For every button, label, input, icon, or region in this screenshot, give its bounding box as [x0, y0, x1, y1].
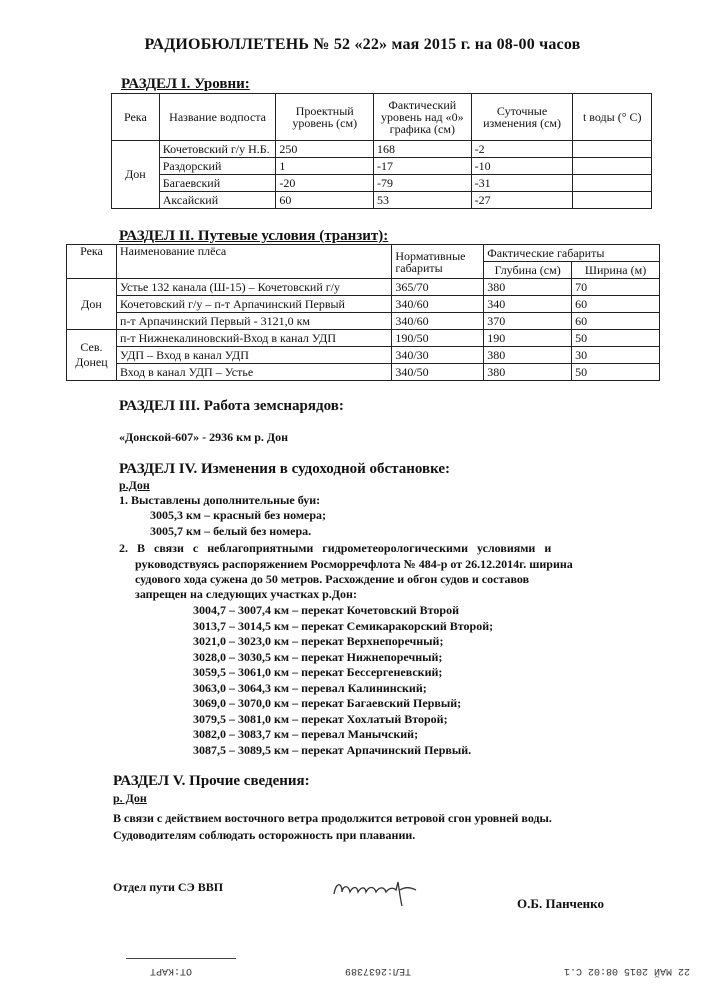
cell: [573, 175, 652, 192]
cell: 70: [572, 279, 660, 296]
levels-table: [111, 93, 652, 209]
cell: 60: [572, 313, 660, 330]
list-item: 3005,7 км – белый без номера.: [150, 523, 312, 538]
segments-list: [193, 603, 493, 758]
cell: -17: [374, 158, 472, 175]
cell: Аксайский: [159, 192, 276, 209]
col-river: Река: [67, 245, 117, 279]
fax-header: [150, 965, 690, 976]
cell: Кочетовский г/у – п-т Арпачинский Первый: [116, 296, 391, 313]
list-item: 3087,5 – 3089,5 км – перекат Арпачинский Первый.: [193, 742, 472, 757]
item-2-line-3: судового хода сужена до 50 метров. Расхождение и обгон судов и составов: [135, 572, 530, 586]
section-5-title: РАЗДЕЛ V. Прочие сведения:: [113, 773, 310, 789]
cell: УДП – Вход в канал УДП: [116, 347, 391, 364]
cell: [573, 158, 652, 175]
cell: 168: [374, 141, 472, 158]
col-width: Ширина (м): [572, 262, 660, 279]
fax-tel: ТЕЛ:2637389: [344, 965, 411, 976]
table-row: [67, 347, 660, 364]
cell: 53: [374, 192, 472, 209]
item-1: 1. Выставлены дополнительные буи:: [119, 493, 321, 507]
cell: 190/50: [392, 330, 484, 347]
cell: 50: [572, 330, 660, 347]
cell: 250: [276, 141, 374, 158]
col-reach-name: Наименование плёса: [116, 245, 391, 279]
section-2-title: РАЗДЕЛ II. Путевые условия (транзит):: [119, 228, 389, 244]
section-4-title: РАЗДЕЛ IV. Изменения в судоходной обстановке:: [119, 461, 451, 477]
buoy-list: [150, 508, 326, 539]
col-river: Река: [112, 94, 160, 141]
section-5-river: р. Дон: [113, 791, 147, 805]
table-row: [67, 279, 660, 296]
department: Отдел пути СЭ ВВП: [113, 880, 224, 894]
cell: -79: [374, 175, 472, 192]
cell: п-т Нижнекалиновский-Вход в канал УДП: [116, 330, 391, 347]
cell: 380: [484, 364, 572, 381]
cell: 50: [572, 364, 660, 381]
river-cell: Дон: [112, 141, 160, 209]
section-4-river: р.Дон: [119, 478, 150, 492]
divider: [126, 958, 236, 959]
section-3-title: РАЗДЕЛ III. Работа земснарядов:: [119, 398, 344, 414]
cell: 365/70: [392, 279, 484, 296]
table-row: [67, 313, 660, 330]
section-5-line-2: Судоводителям соблюдать осторожность при плавании.: [113, 828, 416, 842]
col-depth: Глубина (см): [484, 262, 572, 279]
list-item: 3028,0 – 3030,5 км – перекат Нижнепоречный;: [193, 649, 443, 664]
list-item: 3059,5 – 3061,0 км – перекат Бессергеневский;: [193, 665, 443, 679]
list-item: 3082,0 – 3083,7 км – перевал Манычский;: [193, 727, 419, 741]
cell: -10: [471, 158, 573, 175]
cell: 1: [276, 158, 374, 175]
routes-header-row: [67, 245, 660, 262]
table-row: [67, 364, 660, 381]
item-2-line-1: 2. В связи с неблагоприятными гидрометеорологическими условиями и: [119, 541, 552, 555]
levels-header-row: [112, 94, 652, 141]
cell: [573, 192, 652, 209]
list-item: 3063,0 – 3064,3 км – перевал Калининский;: [193, 680, 427, 695]
cell: 30: [572, 347, 660, 364]
col-actual-level: Фактический уровень над «0» графика (см): [374, 94, 472, 141]
cell: -2: [471, 141, 573, 158]
list-item: 3069,0 – 3070,0 км – перекат Багаевский Первый;: [193, 696, 462, 710]
col-design-level: Проектный уровень (см): [276, 94, 374, 141]
cell: 370: [484, 313, 572, 330]
table-row: [112, 158, 652, 175]
cell: 60: [572, 296, 660, 313]
col-water-temp: t воды (° С): [573, 94, 652, 141]
col-fact: Фактические габариты: [484, 245, 660, 262]
list-item: 3005,3 км – красный без номера;: [150, 508, 327, 522]
river-cell: Сев. Донец: [67, 330, 117, 381]
cell: Вход в канал УДП – Устье: [116, 364, 391, 381]
table-row: [112, 175, 652, 192]
cell: Устье 132 канала (Ш-15) – Кочетовский г/у: [116, 279, 391, 296]
list-item: 3004,7 – 3007,4 км – перекат Кочетовский Второй: [193, 603, 459, 617]
cell: 340/50: [392, 364, 484, 381]
cell: -31: [471, 175, 573, 192]
cell: 340/30: [392, 347, 484, 364]
river-cell: Дон: [67, 279, 117, 330]
signer-name: О.Б. Панченко: [517, 896, 604, 911]
cell: 190: [484, 330, 572, 347]
fax-date: 22 МАЙ 2015 08:02 С.1: [563, 965, 690, 976]
fax-from: ОТ:КАРТ: [150, 965, 193, 976]
col-norm: Нормативные габариты: [392, 245, 484, 279]
list-item: 3079,5 – 3081,0 км – перекат Хохлатый Второй;: [193, 711, 448, 726]
col-daily-change: Суточные изменения (см): [471, 94, 573, 141]
cell: -27: [471, 192, 573, 209]
cell: 380: [484, 279, 572, 296]
signature-icon: [330, 872, 430, 912]
cell: 60: [276, 192, 374, 209]
cell: 340/60: [392, 296, 484, 313]
item-2-line-2: руководствуясь распоряжением Росморречфлота № 484-р от 26.12.2014г. ширина: [135, 557, 573, 571]
dredger-info: «Донской-607» - 2936 км р. Дон: [119, 430, 289, 444]
page-title: РАДИОБЮЛЛЕТЕНЬ № 52 «22» мая 2015 г. на 08-00 часов: [144, 36, 581, 53]
table-row: [67, 330, 660, 347]
cell: [573, 141, 652, 158]
cell: -20: [276, 175, 374, 192]
table-row: [112, 192, 652, 209]
section-1-title: РАЗДЕЛ I. Уровни:: [121, 76, 250, 92]
cell: п-т Арпачинский Первый - 3121,0 км: [116, 313, 391, 330]
list-item: 3013,7 – 3014,5 км – перекат Семикаракорский Второй;: [193, 618, 494, 633]
table-row: [67, 296, 660, 313]
cell: Раздорский: [159, 158, 276, 175]
item-2-line-4: запрещен на следующих участках р.Дон:: [135, 587, 357, 601]
cell: 380: [484, 347, 572, 364]
list-item: 3021,0 – 3023,0 км – перекат Верхнепоречный;: [193, 634, 444, 648]
section-5-line-1: В связи с действием восточного ветра продолжится ветровой сгон уровней воды.: [113, 811, 552, 825]
table-row: [112, 141, 652, 158]
cell: 340/60: [392, 313, 484, 330]
cell: Кочетовский г/у Н.Б.: [159, 141, 276, 158]
col-post-name: Название водпоста: [159, 94, 276, 141]
routes-table: [66, 244, 660, 381]
cell: 340: [484, 296, 572, 313]
cell: Багаевский: [159, 175, 276, 192]
